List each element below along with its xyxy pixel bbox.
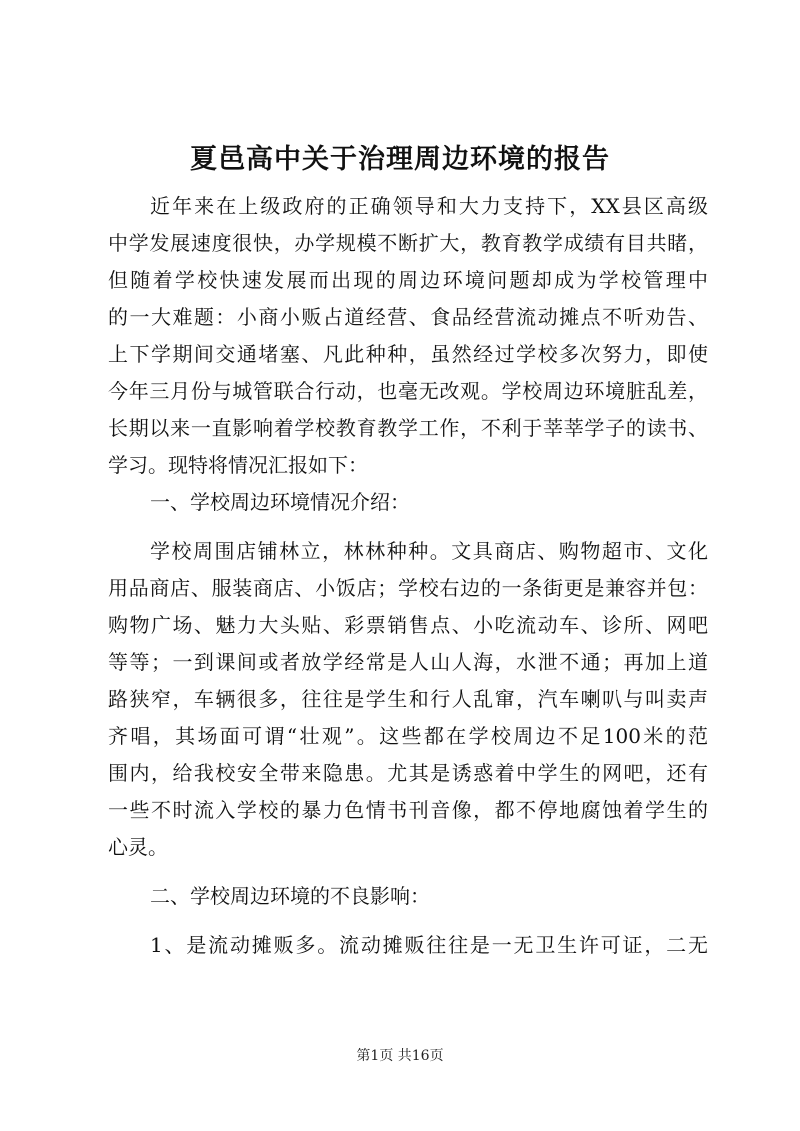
paragraph-gap (108, 915, 708, 927)
page-number-footer: 第1页 共16页 (356, 1048, 444, 1064)
paragraph-line: 齐唱，其场面可谓“壮观”。这些都在学校周边不足100米的范 (108, 724, 708, 748)
paragraph-line: 购物广场、魅力大头贴、彩票销售点、小吃流动车、诊所、网吧 (108, 613, 708, 637)
paragraph-line: 上下学期间交通堵塞、凡此种种，虽然经过学校多次努力，即使 (108, 342, 708, 366)
document-title: 夏邑高中关于治理周边环境的报告 (190, 144, 610, 175)
paragraph-gap (108, 521, 708, 533)
paragraph-line: 二、学校周边环境的不良影响： (150, 884, 430, 908)
paragraph-line: 的一大难题：小商小贩占道经营、食品经营流动摊点不听劝告、 (108, 305, 708, 329)
paragraph-line: 但随着学校快速发展而出现的周边环境问题却成为学校管理中 (108, 268, 708, 292)
paragraph-line: 围内，给我校安全带来隐患。尤其是诱惑着中学生的网吧，还有 (108, 761, 708, 785)
paragraph-line: 路狭窄，车辆很多，往往是学生和行人乱窜，汽车喇叭与叫卖声 (108, 687, 708, 711)
paragraph-line: 一、学校周边环境情况介绍： (150, 490, 410, 514)
paragraph-line: 今年三月份与城管联合行动，也毫无改观。学校周边环境脏乱差， (108, 379, 708, 403)
paragraph-line: 学校周围店铺林立，林林种种。文具商店、购物超市、文化 (150, 539, 708, 563)
paragraph-line: 一些不时流入学校的暴力色情书刊音像，都不停地腐蚀着学生的 (108, 798, 708, 822)
paragraph-line: 心灵。 (108, 835, 168, 859)
paragraph-line: 等等；一到课间或者放学经常是人山人海，水泄不通；再加上道 (108, 650, 708, 674)
paragraph-line: 中学发展速度很快，办学规模不断扩大，教育教学成绩有目共睹， (108, 231, 708, 255)
document-body (108, 188, 708, 964)
paragraph-gap (108, 866, 708, 878)
paragraph-line: 学习。现特将情况汇报如下： (108, 453, 368, 477)
paragraph-line: 用品商店、服装商店、小饭店；学校右边的一条街更是兼容并包： (108, 576, 708, 600)
paragraph-line: 长期以来一直影响着学校教育教学工作，不利于莘莘学子的读书、 (108, 416, 708, 440)
paragraph-line: 1、是流动摊贩多。流动摊贩往往是一无卫生许可证，二无 (150, 933, 708, 957)
paragraph-line: 近年来在上级政府的正确领导和大力支持下，XX县区高级 (150, 194, 708, 218)
